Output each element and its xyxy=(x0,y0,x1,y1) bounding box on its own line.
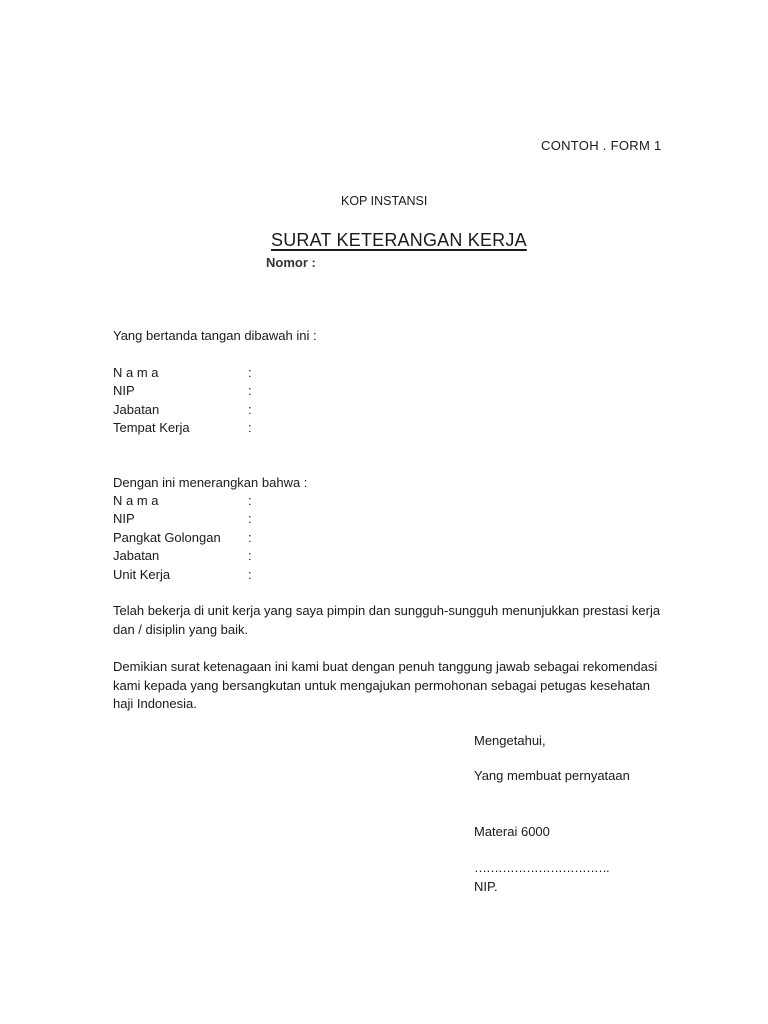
field-label: Pangkat Golongan xyxy=(113,529,221,545)
signer-intro: Yang bertanda tangan dibawah ini : xyxy=(113,328,317,343)
form-number-label: CONTOH . FORM 1 xyxy=(541,138,662,153)
field-row-name xyxy=(113,364,258,382)
field-row-workplace xyxy=(113,419,258,437)
field-label: Tempat Kerja xyxy=(113,420,190,436)
signature-name-line: ……………………………. xyxy=(474,860,609,875)
field-colon: : xyxy=(248,511,252,527)
signer-fields xyxy=(113,364,258,438)
field-row-name xyxy=(113,492,258,510)
letter-number-label: Nomor : xyxy=(266,255,316,270)
field-row-work-unit xyxy=(113,566,258,584)
field-row-nip xyxy=(113,382,258,400)
field-colon: : xyxy=(248,548,252,564)
field-row-position xyxy=(113,547,258,565)
statement-maker-label: Yang membuat pernyataan xyxy=(474,768,630,783)
document-title: SURAT KETERANGAN KERJA xyxy=(271,230,527,250)
field-label: Jabatan xyxy=(113,548,160,564)
subject-intro: Dengan ini menerangkan bahwa : xyxy=(113,475,308,490)
stamp-duty-label: Materai 6000 xyxy=(474,824,550,839)
field-label: N a m a xyxy=(113,365,159,380)
field-row-position xyxy=(113,401,258,419)
field-colon: : xyxy=(248,493,252,508)
agency-letterhead: KOP INSTANSI xyxy=(341,194,428,208)
field-row-rank xyxy=(113,529,258,547)
field-label: Unit Kerja xyxy=(113,566,171,582)
field-colon: : xyxy=(248,401,252,417)
body-paragraph-closing: Demikian surat ketenagaan ini kami buat dengan penuh tanggung jawab sebagai rekomendasi kami kepada yang bersangkutan untuk mengajukan permohonan sebagai petugas kesehatan haji Indonesia. xyxy=(113,659,658,712)
signature-nip-label: NIP. xyxy=(474,879,498,894)
field-label: NIP xyxy=(113,383,135,399)
body-paragraph-work-statement: Telah bekerja di unit kerja yang saya pimpin dan sungguh-sungguh menunjukkan prestasi kerja dan / disiplin yang baik. xyxy=(113,603,661,637)
field-colon: : xyxy=(248,566,252,582)
field-colon: : xyxy=(248,529,252,545)
field-label: NIP xyxy=(113,511,135,527)
field-label: N a m a xyxy=(113,493,159,508)
subject-fields xyxy=(113,492,258,584)
field-row-nip xyxy=(113,510,258,528)
field-colon: : xyxy=(248,365,252,380)
field-colon: : xyxy=(248,383,252,399)
field-label: Jabatan xyxy=(113,401,160,417)
field-colon: : xyxy=(248,420,252,436)
acknowledged-label: Mengetahui, xyxy=(474,733,546,748)
